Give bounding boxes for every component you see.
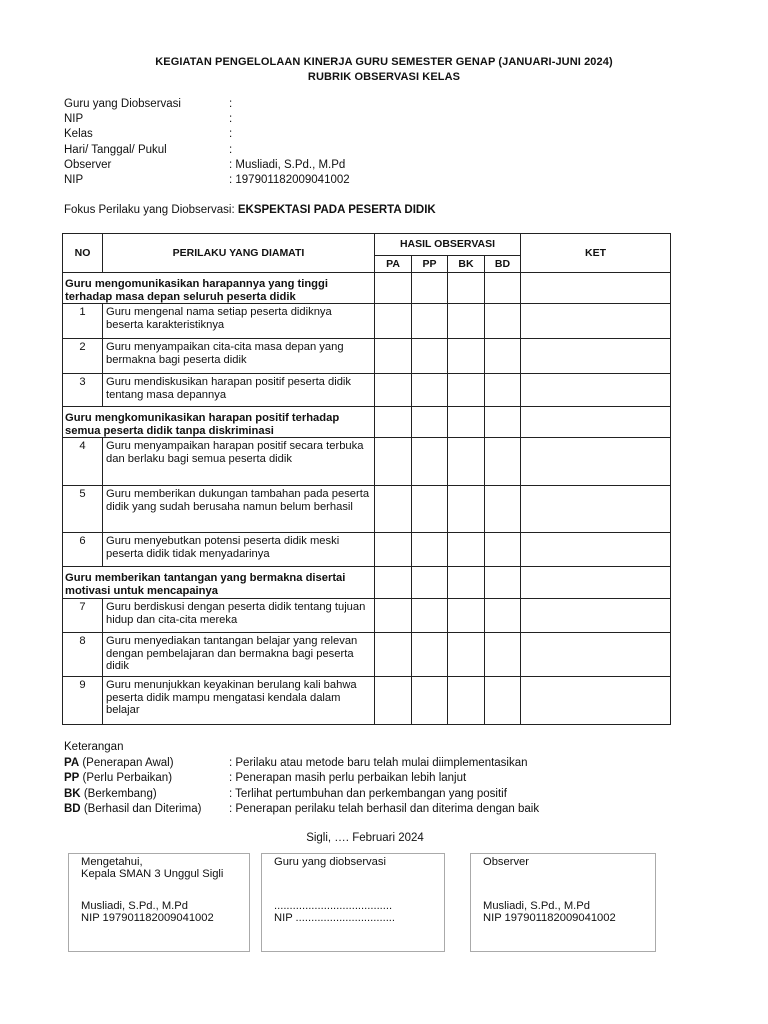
item-no: 6 [63, 533, 103, 567]
focus-line [64, 204, 436, 216]
ket-cell[interactable] [521, 633, 671, 677]
legend-desc: : Perilaku atau metode baru telah mulai diimplementasikan [229, 756, 528, 769]
header-result: HASIL OBSERVASI [375, 234, 521, 256]
info-label: NIP [64, 174, 84, 187]
check-pp[interactable] [412, 533, 448, 567]
focus-value: EKSPEKTASI PADA PESERTA DIDIK [237, 204, 436, 216]
item-no: 4 [63, 438, 103, 486]
check-pp[interactable] [412, 599, 448, 633]
check-pp[interactable] [412, 677, 448, 725]
legend-title: Keterangan [64, 741, 124, 753]
signature-box-teacher [261, 853, 445, 952]
item-no: 1 [63, 304, 103, 339]
check-bk[interactable] [448, 599, 485, 633]
check-bk[interactable] [448, 273, 485, 304]
signature-box-observer [470, 853, 656, 952]
legend-row [64, 802, 539, 818]
info-value: : [229, 113, 233, 126]
header-pa: PA [375, 256, 412, 273]
check-bd[interactable] [485, 486, 521, 533]
header-no: NO [63, 234, 103, 273]
check-bk[interactable] [448, 339, 485, 374]
header-behavior: PERILAKU YANG DIAMATI [103, 234, 375, 273]
check-pa[interactable] [375, 599, 412, 633]
legend-code: BD [64, 803, 81, 815]
check-bd[interactable] [485, 339, 521, 374]
info-value: : [229, 143, 233, 156]
table-row [63, 633, 671, 677]
ket-cell[interactable] [521, 533, 671, 567]
check-pa[interactable] [375, 374, 412, 407]
info-label: Guru yang Diobservasi [64, 98, 181, 110]
check-bd[interactable] [485, 677, 521, 725]
signature-role: Observer [483, 856, 530, 868]
check-pp[interactable] [412, 407, 448, 438]
legend-code: BK [64, 787, 81, 800]
ket-cell[interactable] [521, 407, 671, 438]
check-bd[interactable] [485, 633, 521, 677]
info-row [64, 112, 350, 127]
ket-cell[interactable] [521, 486, 671, 533]
check-bk[interactable] [448, 486, 485, 533]
item-no: 9 [63, 677, 103, 725]
ket-cell[interactable] [521, 273, 671, 304]
legend-row [64, 756, 539, 772]
item-no: 2 [63, 339, 103, 374]
legend-name: (Perlu Perbaikan) [79, 772, 173, 784]
check-bk[interactable] [448, 567, 485, 599]
check-pa[interactable] [375, 567, 412, 599]
item-text: Guru mendiskusikan harapan positif peserta didik tentang masa depannya [103, 374, 375, 407]
info-value: : Musliadi, S.Pd., M.Pd [229, 158, 346, 171]
check-bk[interactable] [448, 677, 485, 725]
legend-block [64, 740, 539, 818]
signature-nip: NIP 197901182009041002 [483, 912, 616, 924]
check-pa[interactable] [375, 407, 412, 438]
check-pa[interactable] [375, 677, 412, 725]
place-date: Sigli, …. Februari 2024 [306, 832, 424, 844]
table-row [63, 374, 671, 407]
item-no: 3 [63, 374, 103, 407]
table-row [63, 438, 671, 486]
check-pa[interactable] [375, 438, 412, 486]
item-text: Guru berdiskusi dengan peserta didik tentang tujuan hidup dan cita-cita mereka [103, 599, 375, 633]
info-label: Hari/ Tanggal/ Pukul [64, 143, 167, 156]
ket-cell[interactable] [521, 567, 671, 599]
check-pp[interactable] [412, 567, 448, 599]
info-value: : 197901182009041002 [229, 174, 350, 187]
check-bd[interactable] [485, 533, 521, 567]
ket-cell[interactable] [521, 677, 671, 725]
item-no: 8 [63, 633, 103, 677]
signature-nip: NIP ................................ [274, 912, 396, 924]
info-row [64, 173, 350, 188]
signature-name: Musliadi, S.Pd., M.Pd [483, 900, 590, 912]
info-label: Observer [64, 158, 112, 171]
check-bk[interactable] [448, 533, 485, 567]
item-text: Guru memberikan dukungan tambahan pada peserta didik yang sudah berusaha namun belum berhasil [103, 486, 375, 533]
focus-label: Fokus Perilaku yang Diobservasi: [64, 204, 238, 216]
table-row [63, 304, 671, 339]
item-text: Guru menyampaikan cita-cita masa depan yang bermakna bagi peserta didik [103, 339, 375, 374]
legend-name: (Berhasil dan Diterima) [80, 803, 202, 815]
ket-cell[interactable] [521, 339, 671, 374]
check-bk[interactable] [448, 407, 485, 438]
table-row [63, 677, 671, 725]
ket-cell[interactable] [521, 304, 671, 339]
legend-name: (Berkembang) [80, 787, 157, 800]
check-bd[interactable] [485, 304, 521, 339]
check-pa[interactable] [375, 533, 412, 567]
item-text: Guru menyediakan tantangan belajar yang relevan dengan pembelajaran dan bermakna bagi peserta didik [103, 633, 375, 677]
signature-role: Mengetahui, [81, 856, 143, 868]
check-pp[interactable] [412, 339, 448, 374]
check-bk[interactable] [448, 633, 485, 677]
info-row [64, 127, 350, 142]
check-bd[interactable] [485, 374, 521, 407]
info-label: NIP [64, 113, 84, 126]
signature-role-detail: Kepala SMAN 3 Unggul Sigli [81, 868, 224, 880]
signature-name: Musliadi, S.Pd., M.Pd [81, 900, 188, 912]
info-value: : [229, 128, 233, 141]
legend-code: PP [64, 772, 80, 784]
check-bd[interactable] [485, 273, 521, 304]
item-no: 5 [63, 486, 103, 533]
section-title: Guru mengomunikasikan harapannya yang tinggi terhadap masa depan seluruh peserta didik [63, 273, 375, 304]
header-pp: PP [412, 256, 448, 273]
legend-row [64, 771, 539, 787]
table-row [63, 339, 671, 374]
signature-box-headmaster [68, 853, 250, 952]
legend-desc: : Terlihat pertumbuhan dan perkembangan yang positif [229, 787, 507, 800]
check-bk[interactable] [448, 304, 485, 339]
check-bd[interactable] [485, 438, 521, 486]
check-pa[interactable] [375, 339, 412, 374]
legend-row [64, 787, 539, 803]
check-bk[interactable] [448, 438, 485, 486]
table-row [63, 599, 671, 633]
info-row [64, 143, 350, 158]
ket-cell[interactable] [521, 599, 671, 633]
check-bd[interactable] [485, 567, 521, 599]
header-bd: BD [485, 256, 521, 273]
check-pa[interactable] [375, 633, 412, 677]
item-text: Guru menyampaikan harapan positif secara terbuka dan berlaku bagi semua peserta didik [103, 438, 375, 486]
item-text: Guru menunjukkan keyakinan berulang kali bahwa peserta didik mampu mengatasi kendala dalam belajar [103, 677, 375, 725]
item-text: Guru menyebutkan potensi peserta didik meski peserta didik tidak menyadarinya [103, 533, 375, 567]
check-pp[interactable] [412, 486, 448, 533]
ket-cell[interactable] [521, 374, 671, 407]
check-pp[interactable] [412, 633, 448, 677]
check-pp[interactable] [412, 438, 448, 486]
check-pp[interactable] [412, 374, 448, 407]
section-title: Guru mengkomunikasikan harapan positif terhadap semua peserta didik tanpa diskriminasi [63, 407, 375, 438]
section-row [63, 567, 671, 599]
document-title: KEGIATAN PENGELOLAAN KINERJA GURU SEMESTER GENAP (JANUARI-JUNI 2024) [155, 56, 613, 68]
legend-name: (Penerapan Awal) [79, 756, 174, 769]
info-row [64, 97, 350, 112]
check-bd[interactable] [485, 407, 521, 438]
check-pa[interactable] [375, 273, 412, 304]
observation-table [62, 233, 671, 725]
item-text: Guru mengenal nama setiap peserta didiknya beserta karakteristiknya [103, 304, 375, 339]
signature-role: Guru yang diobservasi [274, 856, 386, 868]
document-subtitle: RUBRIK OBSERVASI KELAS [307, 71, 461, 83]
signature-name: ...................................... [274, 900, 393, 912]
identity-block [64, 97, 350, 188]
info-row [64, 158, 350, 173]
table-row [63, 533, 671, 567]
ket-cell[interactable] [521, 438, 671, 486]
check-pa[interactable] [375, 486, 412, 533]
check-bk[interactable] [448, 374, 485, 407]
section-row [63, 273, 671, 304]
legend-code: PA [64, 756, 80, 769]
legend-desc: : Penerapan masih perlu perbaikan lebih lanjut [229, 772, 467, 784]
item-no: 7 [63, 599, 103, 633]
section-title: Guru memberikan tantangan yang bermakna disertai motivasi untuk mencapainya [63, 567, 375, 599]
header-ket: KET [521, 234, 671, 273]
info-value: : [229, 98, 233, 110]
check-pp[interactable] [412, 304, 448, 339]
check-bd[interactable] [485, 599, 521, 633]
legend-desc: : Penerapan perilaku telah berhasil dan diterima dengan baik [229, 803, 540, 815]
info-label: Kelas [64, 128, 93, 141]
check-pa[interactable] [375, 304, 412, 339]
table-row [63, 486, 671, 533]
check-pp[interactable] [412, 273, 448, 304]
header-bk: BK [448, 256, 485, 273]
section-row [63, 407, 671, 438]
signature-nip: NIP 197901182009041002 [81, 912, 214, 924]
